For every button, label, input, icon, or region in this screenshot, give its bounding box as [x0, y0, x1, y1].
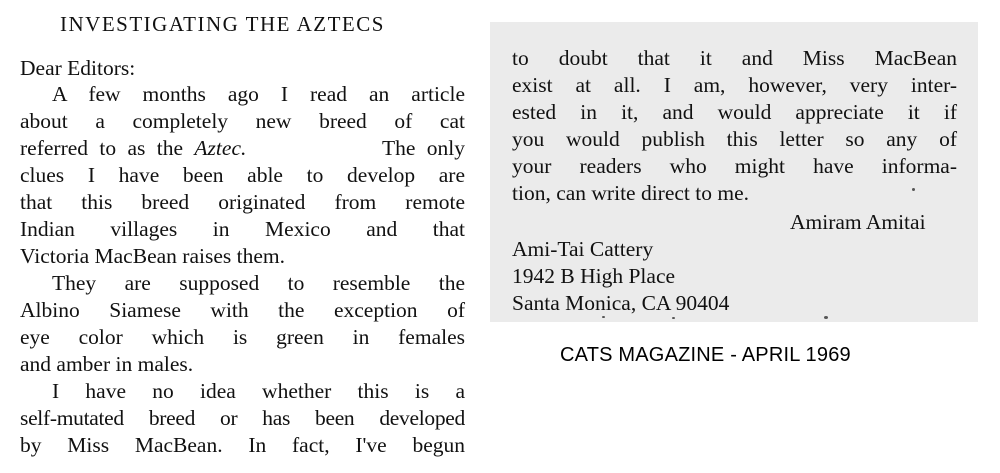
body-line-10: eye color which is green in females [20, 325, 465, 349]
body-line-5: that this breed originated from remote [20, 190, 465, 214]
scan-speck [672, 317, 675, 319]
body-line-3-lead: referred to as the [20, 136, 195, 160]
article-heading: INVESTIGATING THE AZTECS [60, 12, 385, 36]
salutation: Dear Editors: [20, 56, 136, 80]
body-line-11: and amber in males. [20, 352, 194, 376]
source-caption: CATS MAGAZINE - APRIL 1969 [560, 344, 851, 366]
right-line-4: you would publish this letter so any of [512, 127, 957, 151]
body-line-9: Albino Siamese with the exception of [20, 298, 465, 322]
body-line-14: by Miss MacBean. In fact, I've begun [20, 433, 465, 457]
body-line-8: They are supposed to resemble the [52, 271, 465, 295]
right-line-1: to doubt that it and Miss MacBean [512, 46, 957, 70]
body-line-4: clues I have been able to develop are [20, 163, 465, 187]
signature: Amiram Amitai [790, 210, 926, 234]
address-line-3: Santa Monica, CA 90404 [512, 291, 730, 315]
body-line-13: self-mutated breed or has been developed [20, 406, 465, 430]
body-line-7: Victoria MacBean raises them. [20, 244, 285, 268]
scan-speck [824, 316, 828, 319]
scan-speck [602, 316, 605, 318]
body-line-12: I have no idea whether this is a [52, 379, 465, 403]
body-line-3-tail: The only [370, 136, 465, 160]
body-line-2: about a completely new breed of cat [20, 109, 465, 133]
right-line-3: ested in it, and would appreciate it if [512, 100, 957, 124]
address-line-1: Ami-Tai Cattery [512, 237, 654, 261]
address-line-2: 1942 B High Place [512, 264, 676, 288]
right-line-5: your readers who might have informa- [512, 154, 957, 178]
right-line-2: exist at all. I am, however, very inter- [512, 73, 957, 97]
body-line-1: A few months ago I read an article [52, 82, 465, 106]
body-line-6: Indian villages in Mexico and that [20, 217, 465, 241]
scan-speck [912, 188, 915, 191]
right-line-6: tion, can write direct to me. [512, 181, 750, 205]
body-line-3 [20, 138, 465, 160]
body-line-3-text [20, 138, 246, 160]
aztec-italic: Aztec. [194, 136, 247, 160]
